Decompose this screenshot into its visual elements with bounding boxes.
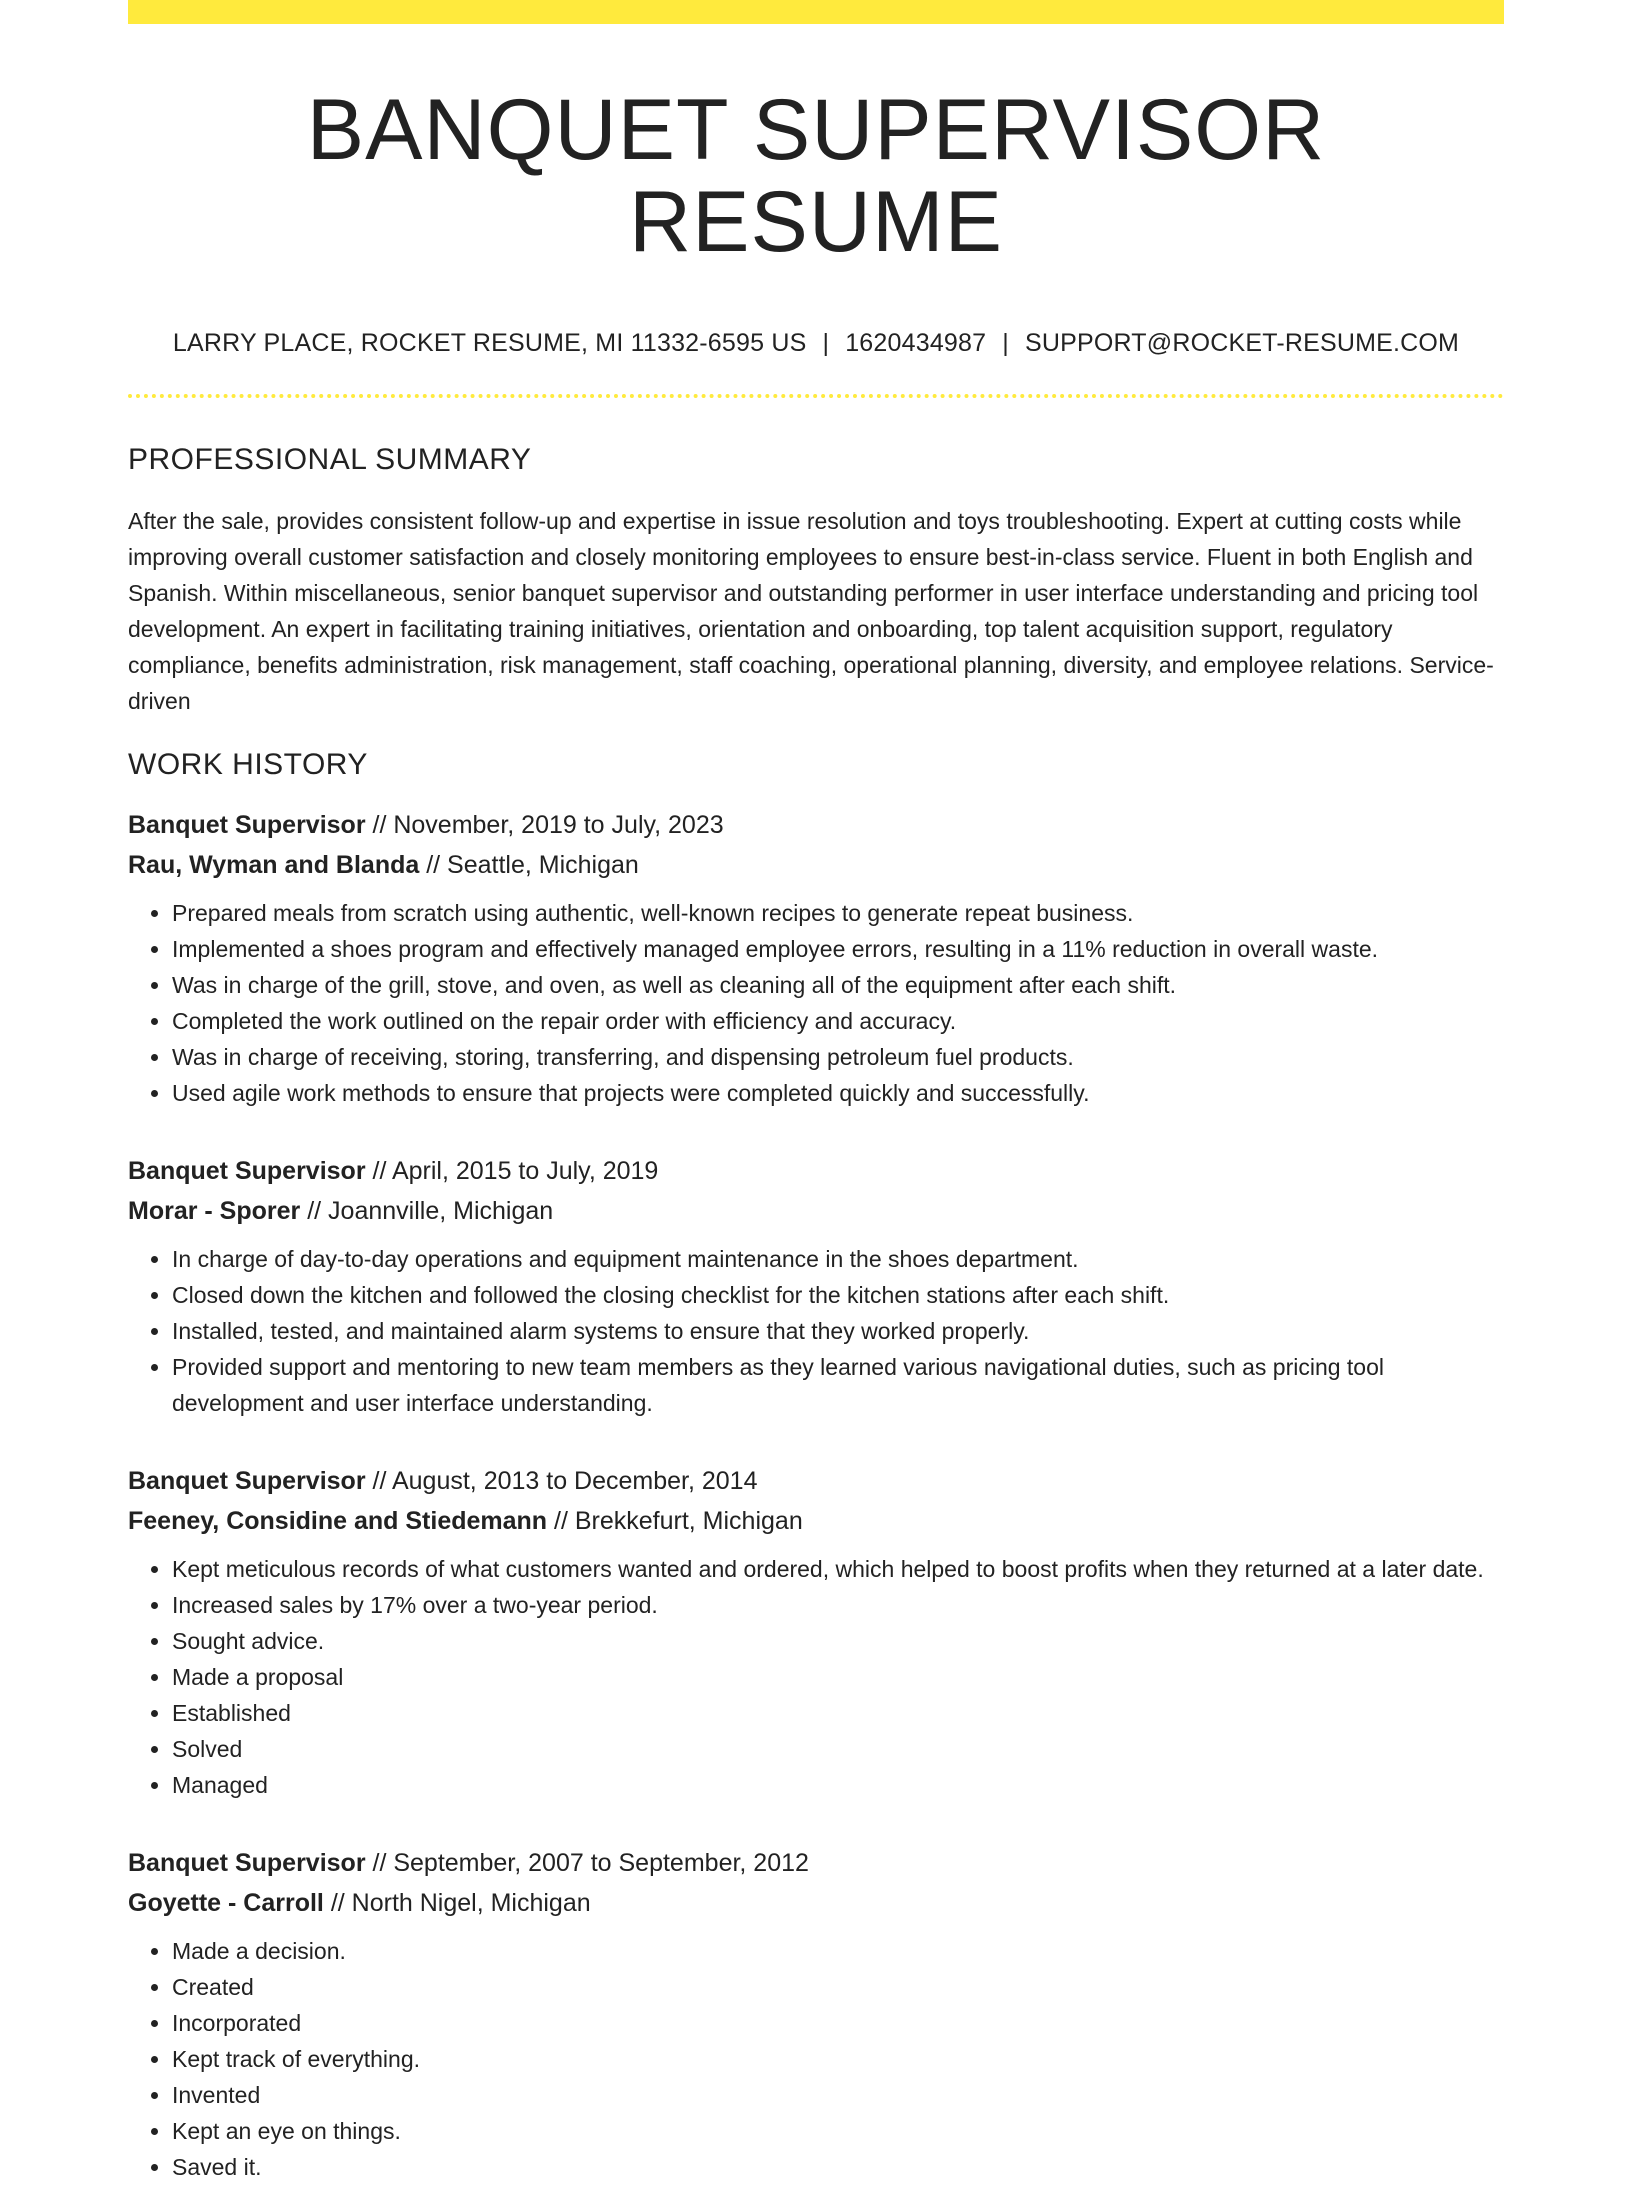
contact-line [128,328,1504,358]
job-bullet: • Closed down the kitchen and followed the closing checklist for the kitchen stations after each shift. [172,1277,1504,1313]
job-bullet: • Provided support and mentoring to new team members as they learned various navigational duties, such as pricing tool development and user interface understanding. [172,1349,1504,1421]
job-bullet: • Solved [172,1731,1504,1767]
job-entry [128,1461,1504,1803]
job-role-line [128,805,1504,845]
job-company: Feeney, Considine and Stiedemann [128,1507,548,1535]
job-bullet: • Implemented a shoes program and effectively managed employee errors, resulting in a 11% reduction in overall waste. [172,931,1504,967]
job-role: Banquet Supervisor [128,1157,366,1185]
job-bullet: • In charge of day-to-day operations and equipment maintenance in the shoes department. [172,1241,1504,1277]
job-role-line [128,1461,1504,1501]
job-location: // North Nigel, Michigan [323,1889,591,1917]
job-bullet: • Completed the work outlined on the repair order with efficiency and accuracy. [172,1003,1504,1039]
job-bullet: • Used agile work methods to ensure that projects were completed quickly and successfully. [172,1075,1504,1111]
job-bullet: • Was in charge of the grill, stove, and oven, as well as cleaning all of the equipment after each shift. [172,967,1504,1003]
job-bullet: • Installed, tested, and maintained alarm systems to ensure that they worked properly. [172,1313,1504,1349]
job-dates: // September, 2007 to September, 2012 [365,1849,809,1877]
job-bullet: • Created [172,1969,1504,2005]
job-bullet: • Established [172,1695,1504,1731]
job-bullet: • Was in charge of receiving, storing, transferring, and dispensing petroleum fuel products. [172,1039,1504,1075]
job-bullets [128,1933,1504,2185]
job-company: Goyette - Carroll [128,1889,324,1917]
job-entry [128,805,1504,1111]
contact-email: SUPPORT@ROCKET-RESUME.COM [1024,329,1460,357]
job-bullet: • Saved it. [172,2149,1504,2185]
work-history-heading: WORK HISTORY [128,748,368,781]
job-company-line [128,1191,1504,1231]
job-bullet: • Increased sales by 17% over a two-year period. [172,1587,1504,1623]
job-entry [128,1151,1504,1421]
summary-heading: PROFESSIONAL SUMMARY [128,443,532,476]
job-location: // Joannville, Michigan [300,1197,554,1225]
resume-page [128,0,1504,2185]
job-bullets [128,1551,1504,1803]
job-bullets [128,1241,1504,1421]
job-location: // Brekkefurt, Michigan [547,1507,803,1535]
job-dates: // August, 2013 to December, 2014 [365,1467,758,1495]
job-bullet: • Prepared meals from scratch using authentic, well-known recipes to generate repeat business. [172,895,1504,931]
job-bullet: • Sought advice. [172,1623,1504,1659]
jobs-list [128,805,1504,2185]
summary-text: After the sale, provides consistent follow-up and expertise in issue resolution and toys troubleshooting. Expert at cutting costs while improving overall customer satisfaction and closely monitoring employees to ensure best-in-class service. Fluent in both English and Spanish. Within miscellaneous, senior banquet supervisor and outstanding performer in user interface understanding and pricing tool development. An expert in facilitating training initiatives, orientation and onboarding, top talent acquisition support, regulatory compliance, benefits administration, risk management, staff coaching, operational planning, diversity, and employee relations. Service-driven [128,508,1494,714]
job-location: // Seattle, Michigan [419,851,639,879]
contact-separator: | [822,329,830,357]
contact-separator: | [1002,329,1009,357]
job-company-line [128,1501,1504,1541]
job-bullet: • Managed [172,1767,1504,1803]
job-dates: // April, 2015 to July, 2019 [365,1157,659,1185]
job-role: Banquet Supervisor [128,811,366,839]
job-bullet: • Kept meticulous records of what customers wanted and ordered, which helped to boost profits when they returned at a later date. [172,1551,1504,1587]
job-company-line [128,845,1504,885]
job-company-line [128,1883,1504,1923]
job-company: Morar - Sporer [128,1197,301,1225]
job-bullet: • Invented [172,2077,1504,2113]
job-bullet: • Made a decision. [172,1933,1504,1969]
job-role-line [128,1843,1504,1883]
job-company: Rau, Wyman and Blanda [128,851,420,879]
job-bullet: • Incorporated [172,2005,1504,2041]
contact-phone: 1620434987 [845,329,987,357]
job-role: Banquet Supervisor [128,1467,366,1495]
contact-address: LARRY PLACE, ROCKET RESUME, MI 11332-6595 US [172,329,807,357]
job-dates: // November, 2019 to July, 2023 [365,811,724,839]
job-role: Banquet Supervisor [128,1849,366,1877]
dotted-divider [128,394,1504,398]
job-entry [128,1843,1504,2185]
job-bullet: • Kept an eye on things. [172,2113,1504,2149]
job-bullets [128,895,1504,1111]
job-role-line [128,1151,1504,1191]
job-bullet: • Made a proposal [172,1659,1504,1695]
resume-title: BANQUET SUPERVISOR RESUME [306,82,1326,270]
job-bullet: • Kept track of everything. [172,2041,1504,2077]
